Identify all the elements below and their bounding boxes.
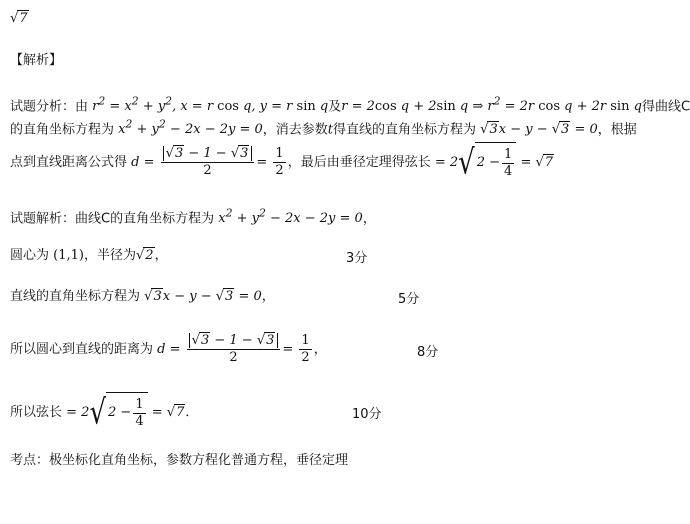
knowledge-points: 考点：极坐标化直角坐标，参数方程化普通方程，垂径定理 — [10, 453, 349, 468]
step-text: ， — [261, 289, 275, 304]
analysis-line-2 — [10, 116, 637, 139]
score-label: 5分 — [398, 292, 420, 307]
given-polar-eq: r = 2cos q + 2sin q ⇒ $r^2 = 2r$ cos q + 2r sin q — [341, 95, 642, 115]
step-chord-length — [10, 392, 198, 433]
score-label: 3分 — [346, 251, 368, 266]
step-text: ， — [154, 248, 168, 263]
analysis-line-1 — [10, 93, 690, 116]
score-label: 10分 — [352, 407, 382, 422]
line-equation: √3x − y − √3 = 0 — [480, 122, 598, 138]
analysis-line-3 — [10, 142, 554, 183]
analysis-text: 点到直线距离公式得 — [10, 155, 128, 170]
step-text: ， — [313, 342, 327, 357]
chord-length-formula: = 2 √ 2 − $\frac{1}{4}$ = √7 — [66, 393, 185, 432]
analysis-text: 得直线的直角坐标方程为 — [333, 122, 477, 138]
analysis-text: ，根据 — [597, 122, 637, 138]
answer: √7 — [10, 11, 28, 26]
param-t: t — [327, 122, 334, 138]
line-equation: √3x − y − √3 = 0 — [144, 289, 262, 304]
distance-formula: d = $\frac{√3 - 1 - √3}{2}$ = $\frac{1}{2}$ — [157, 333, 310, 365]
step-text: 圆心为 — [10, 248, 50, 263]
step-line-equation — [10, 288, 275, 306]
step-text: 直线的直角坐标方程为 — [10, 289, 141, 304]
get-curve-text: 得曲线C — [641, 99, 690, 115]
step-text: ，半径为 — [83, 248, 136, 263]
solution-label: 试题解析：曲线C的直角坐标方程为 — [10, 211, 215, 227]
step-distance — [10, 330, 327, 370]
center-coordinates: (1,1) — [53, 248, 84, 263]
analysis-text: ，消去参数 — [262, 122, 328, 138]
step-text: 所以弦长 — [10, 405, 63, 420]
polar-conversion: $r^2 = x^2 + y^2$, x = r cos q, y = r sin q — [92, 95, 329, 115]
and-text: 及 — [328, 99, 342, 115]
analysis-text: 的直角坐标方程为 — [10, 122, 115, 138]
step-circle-center — [10, 247, 168, 265]
analysis-text: ，最后由垂径定理得弦长 — [287, 155, 431, 170]
step-text: 所以圆心到直线的距离为 — [10, 342, 154, 357]
circle-equation: $x^2 + y^2 - 2x - 2y = 0$ — [218, 207, 363, 227]
circle-equation: $x^2 + y^2 - 2x - 2y = 0$ — [118, 118, 263, 138]
score-label: 8分 — [417, 345, 439, 360]
step-text: ． — [185, 405, 199, 420]
distance-formula: d = $\frac{√3 - 1 - √3}{2}$ = $\frac{1}{2}$ — [131, 146, 284, 178]
section-header: 【解析】 — [10, 53, 63, 68]
analysis-label: 试题分析：由 — [10, 99, 89, 115]
radius-value: √2 — [136, 248, 154, 263]
solution-line — [10, 205, 376, 228]
solution-tail: ， — [362, 211, 376, 227]
chord-length-formula: = 2 √ 2 − $\frac{1}{4}$ = √7 — [434, 143, 554, 182]
